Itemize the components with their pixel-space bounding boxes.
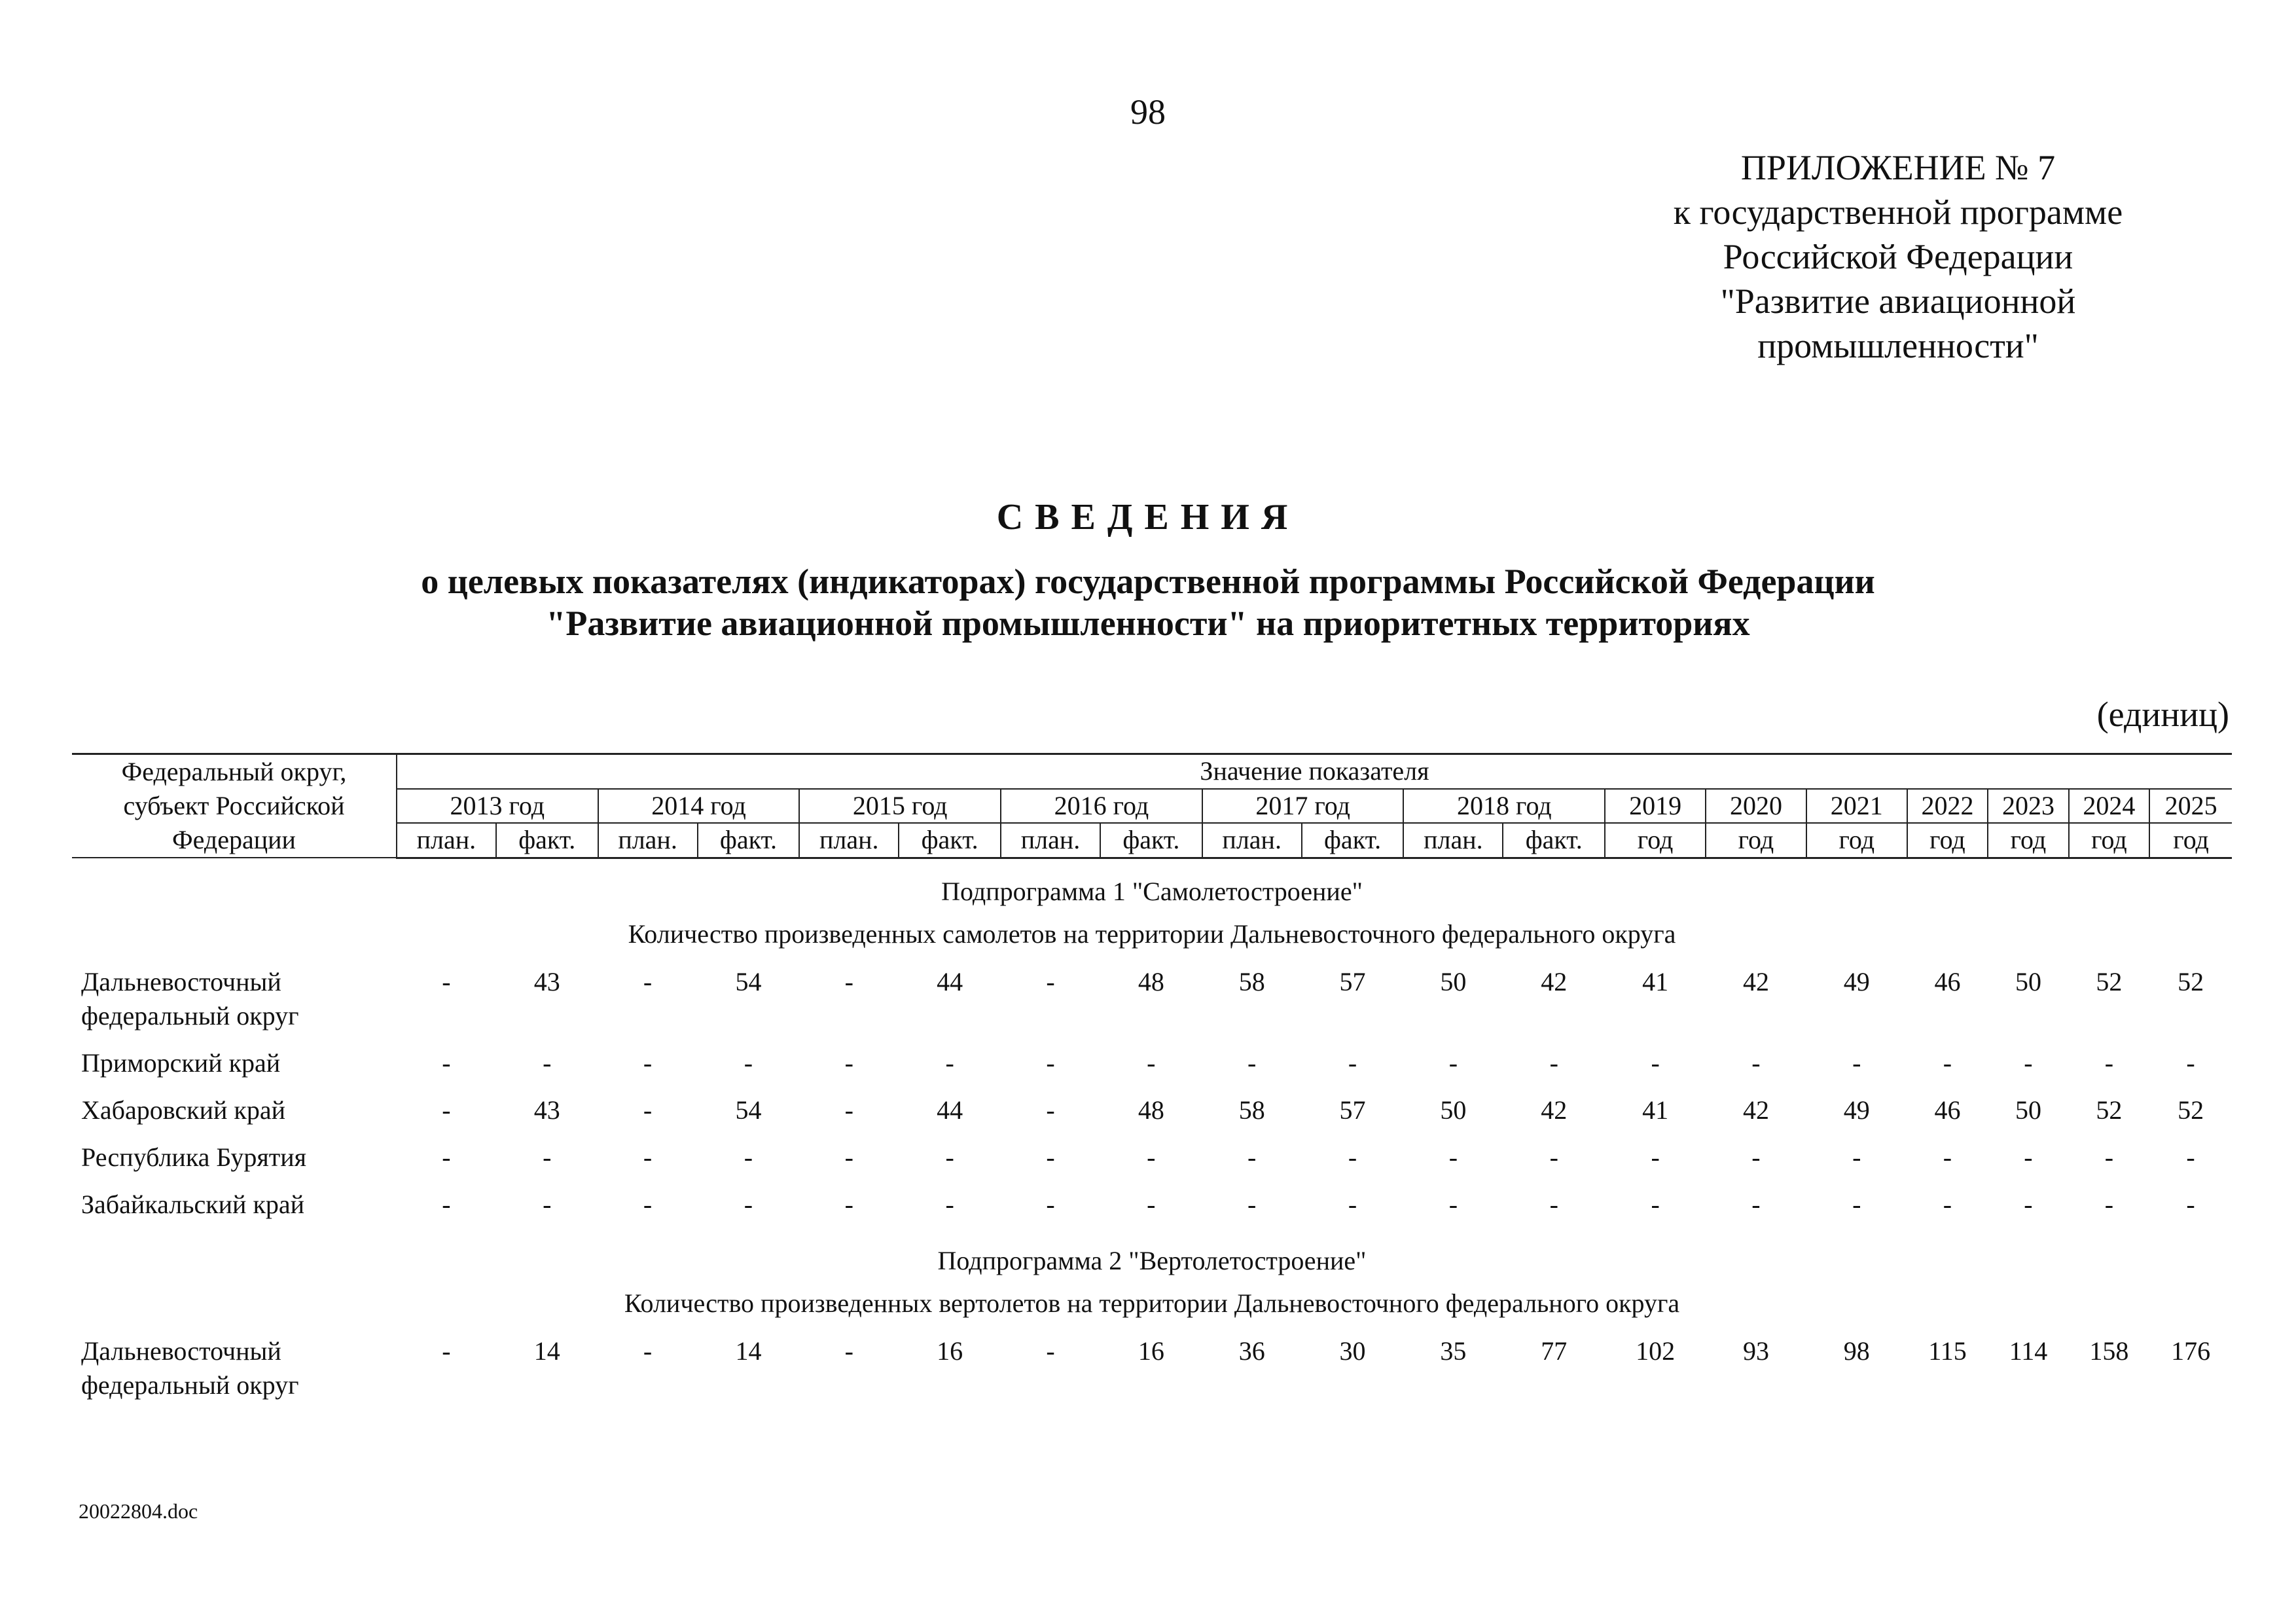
value-cell: - <box>1046 1095 1055 1125</box>
subprogram-title: Подпрограмма 2 "Вертолетостроение" <box>937 1245 1367 1275</box>
value-cell: - <box>2186 1142 2195 1172</box>
appendix-line: промышленности" <box>1757 326 2039 365</box>
year-header: 2022 <box>1907 789 1988 823</box>
value-cell: - <box>442 1336 451 1366</box>
year-word-header: год <box>1706 823 1806 858</box>
value-cell: 49 <box>1843 966 1870 996</box>
value-cell: - <box>2104 1142 2114 1172</box>
value-cell: 48 <box>1138 1095 1164 1125</box>
value-cell: 50 <box>2015 966 2041 996</box>
region-header-line: Федерации <box>172 825 296 854</box>
value-cell: 50 <box>2015 1095 2041 1125</box>
value-cell: 52 <box>2096 1095 2123 1125</box>
value-cell: - <box>643 966 653 996</box>
year-header: 2021 <box>1806 789 1907 823</box>
region-name-line: Дальневосточный <box>81 1336 281 1366</box>
year-header: 2018 год <box>1403 789 1605 823</box>
value-cell: - <box>1751 1189 1761 1219</box>
region-name <box>72 1328 397 1409</box>
value-cell: - <box>1852 1142 1861 1172</box>
appendix-line: "Развитие авиационной <box>1720 282 2076 321</box>
value-cell: 93 <box>1742 1336 1769 1366</box>
document-id: 20022804.doc <box>79 1499 198 1523</box>
value-cell: 46 <box>1934 1095 1961 1125</box>
subtitle-line: "Развитие авиационной промышленности" на приоритетных территориях <box>546 604 1750 643</box>
value-cell: - <box>1751 1048 1761 1078</box>
fact-header: факт. <box>1503 823 1605 858</box>
value-cell: - <box>1549 1048 1558 1078</box>
year-word-header: год <box>2149 823 2232 858</box>
value-cell: 49 <box>1843 1095 1870 1125</box>
value-cell: - <box>442 1142 451 1172</box>
value-cell: - <box>1751 1142 1761 1172</box>
value-cell: - <box>543 1189 552 1219</box>
value-cell: - <box>543 1142 552 1172</box>
value-cell: 115 <box>1928 1336 1967 1366</box>
year-header: 2017 год <box>1202 789 1404 823</box>
value-cell: 35 <box>1440 1336 1467 1366</box>
region-name: Хабаровский край <box>81 1095 285 1125</box>
value-cell: 42 <box>1742 966 1769 996</box>
year-header: 2019 <box>1605 789 1706 823</box>
value-cell: - <box>1943 1048 1952 1078</box>
value-cell: - <box>945 1189 954 1219</box>
value-cell: - <box>643 1095 653 1125</box>
value-cell: 54 <box>735 966 762 996</box>
value-cell: - <box>1046 1048 1055 1078</box>
value-cell: - <box>1549 1142 1558 1172</box>
value-cell: - <box>844 966 853 996</box>
year-word-header: год <box>1907 823 1988 858</box>
plan-header: план. <box>1202 823 1302 858</box>
value-cell: - <box>1651 1189 1660 1219</box>
table-row <box>72 1087 2232 1134</box>
value-cell: - <box>543 1048 552 1078</box>
value-cell: - <box>1448 1142 1458 1172</box>
value-cell: - <box>1549 1189 1558 1219</box>
value-cell: 16 <box>1138 1336 1164 1366</box>
year-header: 2020 <box>1706 789 1806 823</box>
value-cell: - <box>1852 1048 1861 1078</box>
value-column-header: Значение показателя <box>397 754 2232 789</box>
value-cell: 14 <box>533 1336 560 1366</box>
year-header: 2025 <box>2149 789 2232 823</box>
value-cell: 52 <box>2096 966 2123 996</box>
value-cell: 42 <box>1541 1095 1568 1125</box>
value-cell: - <box>1147 1189 1156 1219</box>
value-cell: 44 <box>937 1095 963 1125</box>
value-cell: - <box>1852 1189 1861 1219</box>
table-row <box>72 958 2232 1040</box>
value-cell: 58 <box>1238 1095 1265 1125</box>
value-cell: - <box>643 1189 653 1219</box>
value-cell: 98 <box>1843 1336 1870 1366</box>
value-cell: 43 <box>533 1095 560 1125</box>
fact-header: факт. <box>698 823 800 858</box>
value-cell: - <box>844 1189 853 1219</box>
value-cell: 77 <box>1541 1336 1568 1366</box>
value-cell: 114 <box>2009 1336 2048 1366</box>
region-name <box>72 958 397 1040</box>
region-name: Забайкальский край <box>81 1189 305 1219</box>
year-header: 2024 <box>2069 789 2149 823</box>
indicators-table <box>72 753 2232 1409</box>
table-row <box>72 1134 2232 1181</box>
region-name-line: федеральный округ <box>81 1370 299 1400</box>
appendix-block <box>1558 145 2238 368</box>
value-cell: 36 <box>1238 1336 1265 1366</box>
appendix-line: ПРИЛОЖЕНИЕ № 7 <box>1740 148 2056 187</box>
value-cell: 52 <box>2178 1095 2204 1125</box>
indicator-title: Количество произведенных вертолетов на территории Дальневосточного федерального округа <box>624 1288 1680 1318</box>
plan-header: план. <box>1001 823 1100 858</box>
value-cell: 42 <box>1541 966 1568 996</box>
value-cell: 42 <box>1742 1095 1769 1125</box>
value-cell: 48 <box>1138 966 1164 996</box>
document-title: СВЕДЕНИЯ <box>996 497 1300 538</box>
region-header-line: Федеральный округ, <box>121 757 347 786</box>
value-cell: - <box>744 1189 753 1219</box>
year-header: 2023 <box>1988 789 2068 823</box>
table-row <box>72 1181 2232 1228</box>
year-word-header: год <box>1605 823 1706 858</box>
year-word-header: год <box>1806 823 1907 858</box>
value-cell: - <box>2104 1048 2114 1078</box>
region-name-line: федеральный округ <box>81 1000 299 1030</box>
value-cell: 57 <box>1339 1095 1366 1125</box>
value-cell: - <box>1046 966 1055 996</box>
document-subtitle <box>0 560 2296 644</box>
value-cell: - <box>1147 1048 1156 1078</box>
value-cell: 58 <box>1238 966 1265 996</box>
value-cell: - <box>945 1048 954 1078</box>
appendix-line: к государственной программе <box>1673 192 2123 232</box>
plan-header: план. <box>1403 823 1503 858</box>
value-cell: - <box>643 1336 653 1366</box>
value-cell: - <box>844 1142 853 1172</box>
value-cell: - <box>1046 1336 1055 1366</box>
value-cell: - <box>1247 1048 1257 1078</box>
value-cell: 54 <box>735 1095 762 1125</box>
value-cell: 50 <box>1440 966 1467 996</box>
value-cell: - <box>1247 1142 1257 1172</box>
value-cell: - <box>2024 1189 2033 1219</box>
fact-header: факт. <box>496 823 598 858</box>
subprogram-title: Подпрограмма 1 "Самолетостроение" <box>941 876 1363 906</box>
value-cell: - <box>844 1095 853 1125</box>
value-cell: - <box>442 1189 451 1219</box>
value-cell: 46 <box>1934 966 1961 996</box>
value-cell: - <box>1348 1142 1357 1172</box>
value-cell: - <box>844 1048 853 1078</box>
plan-header: план. <box>598 823 698 858</box>
value-cell: - <box>744 1048 753 1078</box>
value-cell: 57 <box>1339 966 1366 996</box>
fact-header: факт. <box>1100 823 1202 858</box>
value-cell: - <box>2186 1189 2195 1219</box>
value-cell: - <box>643 1142 653 1172</box>
year-header: 2013 год <box>397 789 598 823</box>
value-cell: 30 <box>1339 1336 1366 1366</box>
value-cell: - <box>1943 1189 1952 1219</box>
year-header: 2015 год <box>799 789 1001 823</box>
value-cell: 43 <box>533 966 560 996</box>
region-column-header <box>72 754 397 858</box>
value-cell: 176 <box>2171 1336 2211 1366</box>
value-cell: 41 <box>1642 966 1669 996</box>
page-number: 98 <box>1130 92 1166 132</box>
value-cell: - <box>1348 1048 1357 1078</box>
value-cell: - <box>1651 1048 1660 1078</box>
value-cell: - <box>1448 1048 1458 1078</box>
value-cell: - <box>1147 1142 1156 1172</box>
value-cell: 158 <box>2089 1336 2129 1366</box>
value-cell: - <box>945 1142 954 1172</box>
region-name: Приморский край <box>81 1048 281 1078</box>
value-cell: - <box>1651 1142 1660 1172</box>
value-cell: - <box>1247 1189 1257 1219</box>
value-cell: 16 <box>937 1336 963 1366</box>
plan-header: план. <box>799 823 899 858</box>
region-header-line: субъект Российской <box>123 791 345 820</box>
value-cell: - <box>442 966 451 996</box>
value-cell: 52 <box>2178 966 2204 996</box>
plan-header: план. <box>397 823 496 858</box>
fact-header: факт. <box>1302 823 1404 858</box>
value-cell: 102 <box>1636 1336 1676 1366</box>
value-cell: - <box>2186 1048 2195 1078</box>
value-cell: - <box>643 1048 653 1078</box>
value-cell: - <box>1448 1189 1458 1219</box>
value-cell: - <box>1046 1189 1055 1219</box>
appendix-line: Российской Федерации <box>1723 237 2073 276</box>
region-name: Республика Бурятия <box>81 1142 307 1172</box>
region-name-line: Дальневосточный <box>81 966 281 996</box>
year-word-header: год <box>1988 823 2068 858</box>
value-cell: 50 <box>1440 1095 1467 1125</box>
value-cell: - <box>1348 1189 1357 1219</box>
value-cell: - <box>1943 1142 1952 1172</box>
value-cell: - <box>2024 1048 2033 1078</box>
value-cell: - <box>744 1142 753 1172</box>
value-cell: - <box>442 1048 451 1078</box>
year-header: 2016 год <box>1001 789 1202 823</box>
indicator-title: Количество произведенных самолетов на территории Дальневосточного федерального округа <box>628 919 1676 949</box>
year-word-header: год <box>2069 823 2149 858</box>
year-header: 2014 год <box>598 789 800 823</box>
table-row <box>72 1040 2232 1087</box>
fact-header: факт. <box>899 823 1001 858</box>
table-row <box>72 1328 2232 1409</box>
value-cell: - <box>442 1095 451 1125</box>
value-cell: - <box>844 1336 853 1366</box>
value-cell: 44 <box>937 966 963 996</box>
value-cell: 41 <box>1642 1095 1669 1125</box>
value-cell: - <box>1046 1142 1055 1172</box>
subtitle-line: о целевых показателях (индикаторах) государственной программы Российской Федерации <box>421 562 1875 601</box>
value-cell: - <box>2104 1189 2114 1219</box>
value-cell: - <box>2024 1142 2033 1172</box>
units-label: (единиц) <box>2096 695 2229 734</box>
value-cell: 14 <box>735 1336 762 1366</box>
